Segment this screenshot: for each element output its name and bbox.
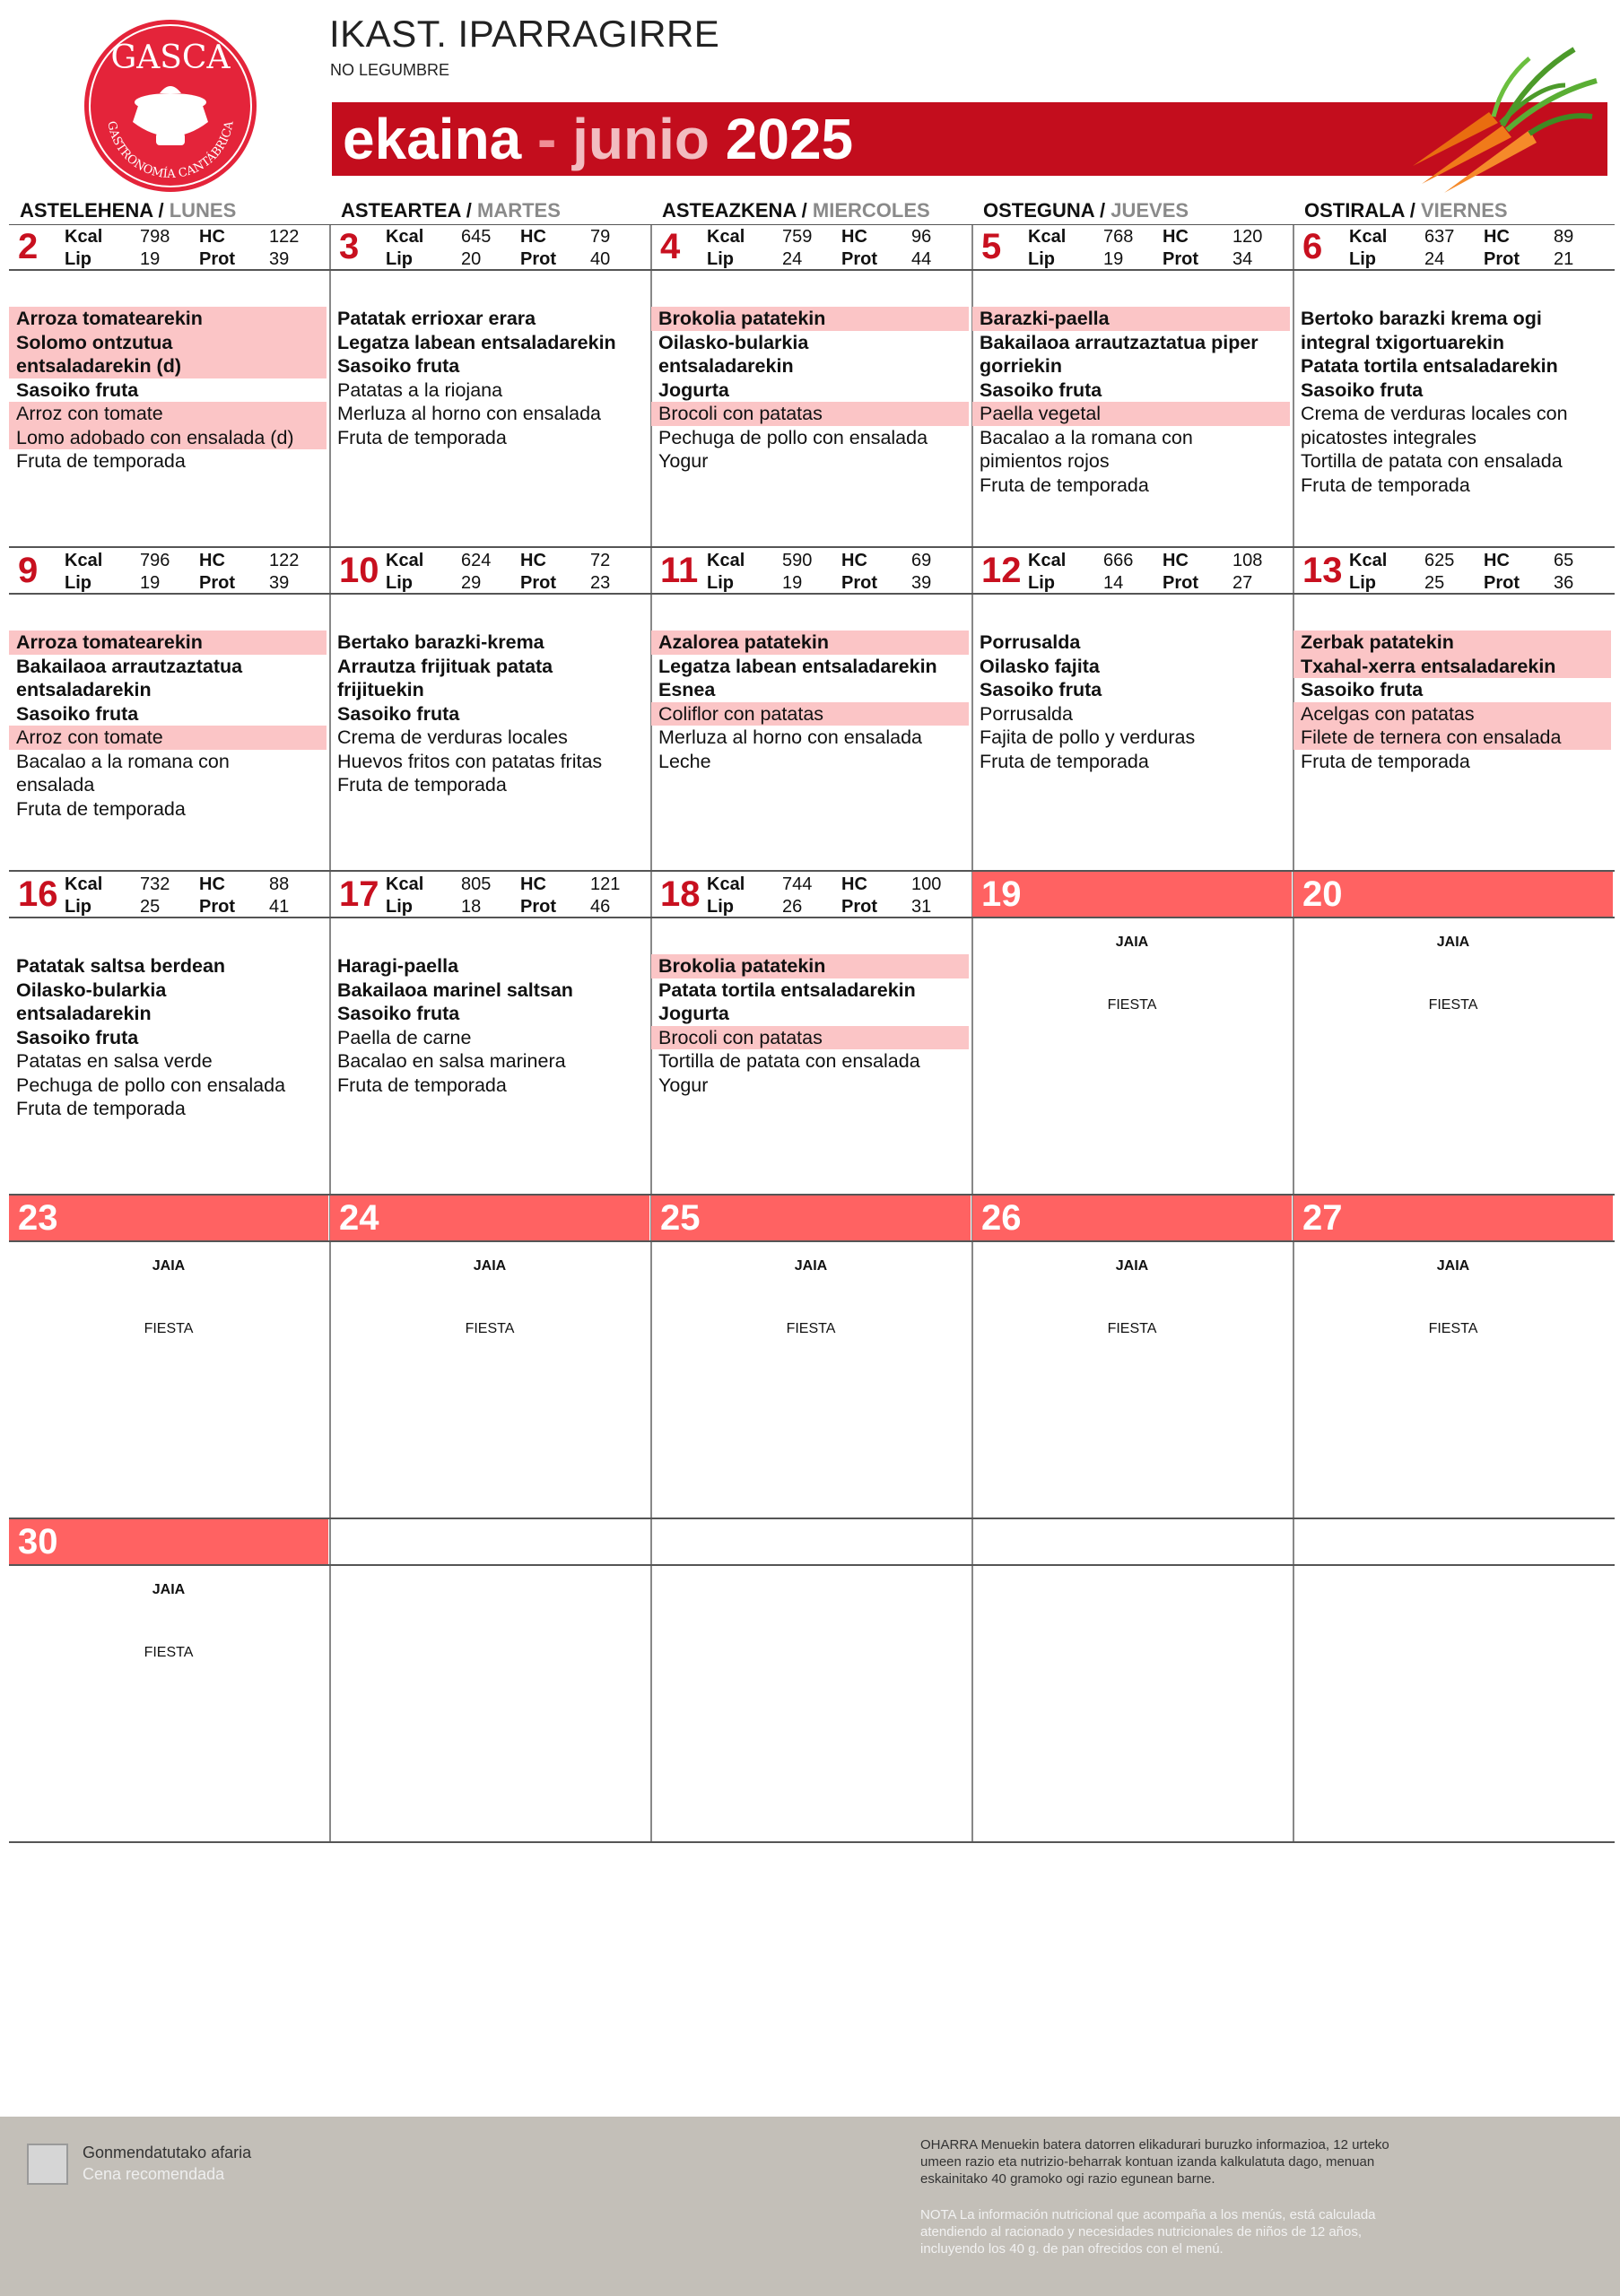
kcal-value: 796 xyxy=(140,551,170,570)
hc-label: HC xyxy=(841,551,867,570)
lip-label: Lip xyxy=(1028,249,1055,269)
prot-label: Prot xyxy=(520,897,556,917)
menu-item: Merluza al horno con ensalada xyxy=(658,726,923,748)
school-title: IKAST. IPARRAGIRRE xyxy=(329,13,720,55)
holiday-eu: JAIA xyxy=(473,1258,507,1274)
menu-item: Oilasko-bularkia xyxy=(16,978,167,1001)
header-underline xyxy=(9,917,1615,918)
holiday-eu: JAIA xyxy=(794,1258,828,1274)
menu-item: Sasoiko fruta xyxy=(1301,378,1424,401)
day-header xyxy=(9,224,328,269)
day-number: 6 xyxy=(1302,227,1323,266)
kcal-value: 805 xyxy=(461,874,492,894)
menu-item: Sasoiko fruta xyxy=(16,702,139,725)
hc-value: 89 xyxy=(1554,227,1574,247)
hc-value: 108 xyxy=(1232,551,1263,570)
holiday-day-header xyxy=(9,1519,328,1564)
weekday-wednesday: ASTEAZKENA / MIERCOLES xyxy=(662,199,930,222)
menu-item: Brocoli con patatas xyxy=(651,1026,969,1050)
menu-item: Lomo adobado con ensalada (d) xyxy=(9,426,327,450)
menu-type: NO LEGUMBRE xyxy=(330,61,450,79)
hc-label: HC xyxy=(1484,227,1510,247)
holiday-label xyxy=(1293,1258,1613,1337)
menu-item: Merluza al horno con ensalada xyxy=(337,403,602,424)
menu-list xyxy=(651,307,969,474)
prot-value: 27 xyxy=(1232,573,1253,593)
kcal-label: Kcal xyxy=(1028,551,1067,570)
menu-item: Arroz con tomate xyxy=(9,402,327,426)
holiday-es: FIESTA xyxy=(1107,997,1157,1013)
menu-item: Patata tortila entsaladarekin xyxy=(658,978,916,1001)
kcal-label: Kcal xyxy=(1349,551,1388,570)
legend-swatch xyxy=(27,2144,68,2185)
weekday-monday: ASTELEHENA / LUNES xyxy=(20,199,237,222)
lip-value: 19 xyxy=(782,573,803,593)
prot-value: 44 xyxy=(911,249,932,269)
menu-item: Bertoko barazki krema ogi xyxy=(1301,308,1542,329)
prot-value: 23 xyxy=(590,573,611,593)
kcal-value: 768 xyxy=(1103,227,1134,247)
day-number: 9 xyxy=(18,551,39,590)
month-title xyxy=(343,107,853,171)
kcal-value: 590 xyxy=(782,551,813,570)
menu-item: Bakailaoa arrautzaztatua xyxy=(16,655,243,677)
menu-item: Fruta de temporada xyxy=(16,450,186,472)
holiday-es: FIESTA xyxy=(1107,1321,1157,1336)
day-header xyxy=(972,548,1292,593)
prot-value: 39 xyxy=(269,573,290,593)
kcal-value: 666 xyxy=(1103,551,1134,570)
prot-label: Prot xyxy=(199,573,235,593)
menu-item: Porrusalda xyxy=(980,702,1073,725)
menu-item: Haragi-paella xyxy=(337,955,459,977)
day-number: 23 xyxy=(18,1198,58,1238)
menu-item: Patatak errioxar erara xyxy=(337,308,536,329)
prot-label: Prot xyxy=(1163,249,1198,269)
kcal-value: 732 xyxy=(140,874,170,894)
holiday-eu: JAIA xyxy=(1115,935,1149,950)
logo-text-top: GASCA xyxy=(110,39,231,76)
hc-value: 122 xyxy=(269,551,300,570)
lip-label: Lip xyxy=(65,573,91,593)
menu-list xyxy=(330,307,648,449)
day-number: 25 xyxy=(660,1198,701,1238)
day-number: 30 xyxy=(18,1522,58,1561)
menu-item: Coliflor con patatas xyxy=(651,702,969,726)
prot-value: 34 xyxy=(1232,249,1253,269)
day-header xyxy=(651,224,971,269)
menu-item: Jogurta xyxy=(658,1003,729,1024)
day-header xyxy=(972,224,1292,269)
menu-item: frijituekin xyxy=(337,679,424,700)
kcal-value: 645 xyxy=(461,227,492,247)
holiday-day-header xyxy=(330,1196,649,1240)
menu-item: Fruta de temporada xyxy=(980,750,1149,772)
menu-item: Fruta de temporada xyxy=(337,1074,507,1096)
day-number: 20 xyxy=(1302,874,1343,914)
menu-item: Pechuga de pollo con ensalada xyxy=(658,426,928,448)
holiday-eu: JAIA xyxy=(1436,935,1470,950)
menu-item: Sasoiko fruta xyxy=(980,378,1102,401)
day-header xyxy=(1293,548,1613,593)
holiday-day-header xyxy=(972,872,1292,917)
day-number: 12 xyxy=(981,551,1022,590)
prot-label: Prot xyxy=(520,573,556,593)
menu-item: Sasoiko fruta xyxy=(337,702,460,725)
menu-item: Bacalao a la romana con xyxy=(980,426,1193,448)
lip-value: 19 xyxy=(140,573,161,593)
menu-item: Sasoiko fruta xyxy=(980,679,1102,700)
menu-item: Bakailaoa arrautzaztatua piper xyxy=(980,331,1259,353)
holiday-es: FIESTA xyxy=(465,1321,515,1336)
menu-list xyxy=(330,954,648,1097)
day-number: 11 xyxy=(660,551,699,590)
menu-list xyxy=(9,954,327,1121)
menu-item: Azalorea patatekin xyxy=(651,631,969,655)
lip-label: Lip xyxy=(707,573,734,593)
hc-label: HC xyxy=(841,874,867,894)
nutrition-note-es: NOTA La información nutricional que acompaña a los menús, está calculada atendiendo al racionado y necesidades nutricionales de niños de 12 años, incluyendo los 40 g. de pan ofrecidos con el menú. xyxy=(920,2207,1376,2257)
day-number: 26 xyxy=(981,1198,1022,1238)
month-year: 2025 xyxy=(725,107,854,171)
hc-label: HC xyxy=(199,551,225,570)
prot-value: 39 xyxy=(269,249,290,269)
holiday-eu: JAIA xyxy=(152,1258,186,1274)
hc-value: 69 xyxy=(911,551,932,570)
hc-value: 79 xyxy=(590,227,611,247)
menu-item: Acelgas con patatas xyxy=(1293,702,1611,726)
menu-item: Brokolia patatekin xyxy=(651,307,969,331)
hc-value: 100 xyxy=(911,874,942,894)
day-number: 18 xyxy=(660,874,701,914)
menu-item: Fajita de pollo y verduras xyxy=(980,726,1196,748)
menu-item: entsaladarekin xyxy=(658,355,794,377)
hc-label: HC xyxy=(1484,551,1510,570)
prot-label: Prot xyxy=(1163,573,1198,593)
menu-item: Tortilla de patata con ensalada xyxy=(1301,450,1563,472)
holiday-es: FIESTA xyxy=(786,1321,836,1336)
prot-value: 36 xyxy=(1554,573,1574,593)
month-es: junio xyxy=(572,107,710,171)
menu-item: Yogur xyxy=(658,450,709,472)
footer xyxy=(0,2117,1620,2296)
menu-item: Patatas a la riojana xyxy=(337,378,503,401)
hc-value: 65 xyxy=(1554,551,1574,570)
holiday-day-header xyxy=(651,1196,971,1240)
day-number: 3 xyxy=(339,227,360,266)
hc-label: HC xyxy=(841,227,867,247)
kcal-label: Kcal xyxy=(386,227,424,247)
menu-item: Sasoiko fruta xyxy=(16,378,139,401)
menu-list xyxy=(972,631,1290,773)
day-header xyxy=(330,548,649,593)
kcal-label: Kcal xyxy=(386,551,424,570)
menu-list xyxy=(972,307,1290,497)
hc-label: HC xyxy=(520,874,546,894)
menu-item: Sasoiko fruta xyxy=(16,1026,139,1048)
kcal-value: 625 xyxy=(1424,551,1455,570)
header-underline xyxy=(9,1564,1615,1566)
menu-list xyxy=(330,631,648,797)
kcal-label: Kcal xyxy=(707,551,745,570)
menu-item: Oilasko-bularkia xyxy=(658,331,809,353)
menu-item: Txahal-xerra entsaladarekin xyxy=(1293,655,1611,679)
menu-item: Brokolia patatekin xyxy=(651,954,969,978)
holiday-day-header xyxy=(972,1196,1292,1240)
lip-label: Lip xyxy=(1349,249,1376,269)
lip-label: Lip xyxy=(65,897,91,917)
menu-item: Arroza tomatearekin xyxy=(9,307,327,331)
day-header xyxy=(1293,224,1613,269)
menu-item: ensalada xyxy=(16,774,95,796)
hc-value: 122 xyxy=(269,227,300,247)
menu-item: Pechuga de pollo con ensalada xyxy=(16,1074,286,1096)
day-header xyxy=(330,872,649,917)
menu-item: entsaladarekin (d) xyxy=(9,354,327,378)
hc-value: 72 xyxy=(590,551,611,570)
menu-item: Yogur xyxy=(658,1074,709,1096)
lip-label: Lip xyxy=(1349,573,1376,593)
day-number: 5 xyxy=(981,227,1002,266)
kcal-value: 744 xyxy=(782,874,813,894)
menu-item: Huevos fritos con patatas fritas xyxy=(337,750,603,772)
kcal-label: Kcal xyxy=(707,227,745,247)
day-number: 4 xyxy=(660,227,681,266)
holiday-eu: JAIA xyxy=(1115,1258,1149,1274)
holiday-eu: JAIA xyxy=(1436,1258,1470,1274)
menu-item: Sasoiko fruta xyxy=(1301,679,1424,700)
holiday-label xyxy=(330,1258,649,1337)
prot-label: Prot xyxy=(841,249,877,269)
menu-item: Arroza tomatearekin xyxy=(9,631,327,655)
month-eu: ekaina xyxy=(343,107,522,171)
lip-label: Lip xyxy=(707,897,734,917)
menu-list xyxy=(651,631,969,773)
holiday-es: FIESTA xyxy=(1428,997,1478,1013)
menu-list xyxy=(651,954,969,1097)
menu-item: Bacalao en salsa marinera xyxy=(337,1050,566,1072)
hc-label: HC xyxy=(199,227,225,247)
kcal-label: Kcal xyxy=(386,874,424,894)
kcal-label: Kcal xyxy=(65,551,103,570)
menu-item: entsaladarekin xyxy=(16,1003,152,1024)
menu-item: Crema de verduras locales xyxy=(337,726,568,748)
menu-item: Porrusalda xyxy=(980,631,1081,653)
menu-item: entsaladarekin xyxy=(16,679,152,700)
kcal-label: Kcal xyxy=(65,874,103,894)
holiday-es: FIESTA xyxy=(144,1645,194,1660)
lip-value: 26 xyxy=(782,897,803,917)
day-number: 24 xyxy=(339,1198,379,1238)
menu-item: Paella de carne xyxy=(337,1026,472,1048)
prot-label: Prot xyxy=(199,897,235,917)
lip-value: 25 xyxy=(1424,573,1445,593)
holiday-label xyxy=(9,1582,328,1661)
day-number: 19 xyxy=(981,874,1022,914)
menu-item: Fruta de temporada xyxy=(337,426,507,448)
menu-item: Paella vegetal xyxy=(972,402,1290,426)
kcal-label: Kcal xyxy=(1349,227,1388,247)
holiday-day-header xyxy=(1293,872,1613,917)
lip-label: Lip xyxy=(1028,573,1055,593)
prot-value: 46 xyxy=(590,897,611,917)
weekday-tuesday: ASTEARTEA / MARTES xyxy=(341,199,561,222)
month-separator: - xyxy=(537,107,557,171)
menu-item: Tortilla de patata con ensalada xyxy=(658,1050,920,1072)
kcal-label: Kcal xyxy=(707,874,745,894)
hc-value: 120 xyxy=(1232,227,1263,247)
day-number: 10 xyxy=(339,551,379,590)
day-header xyxy=(9,548,328,593)
hc-label: HC xyxy=(1163,227,1189,247)
menu-item: integral txigortuarekin xyxy=(1301,331,1504,353)
menu-item: Patatas en salsa verde xyxy=(16,1050,213,1072)
legend-label-eu: Gonmendatutako afaria xyxy=(83,2144,252,2161)
lip-label: Lip xyxy=(65,249,91,269)
lip-value: 14 xyxy=(1103,573,1124,593)
prot-label: Prot xyxy=(1484,573,1520,593)
day-header xyxy=(651,548,971,593)
prot-label: Prot xyxy=(841,573,877,593)
menu-list xyxy=(9,307,327,474)
day-header xyxy=(651,872,971,917)
menu-item: Fruta de temporada xyxy=(337,774,507,796)
day-number: 13 xyxy=(1302,551,1343,590)
hc-value: 88 xyxy=(269,874,290,894)
holiday-day-header xyxy=(1293,1196,1613,1240)
menu-item: Zerbak patatekin xyxy=(1293,631,1611,655)
menu-item: pimientos rojos xyxy=(980,450,1110,472)
menu-item: Barazki-paella xyxy=(972,307,1290,331)
menu-item: Fruta de temporada xyxy=(1301,750,1470,772)
kcal-label: Kcal xyxy=(65,227,103,247)
menu-item: Esnea xyxy=(658,679,716,700)
menu-item: picatostes integrales xyxy=(1301,426,1476,448)
row-divider xyxy=(9,1841,1615,1843)
menu-item: Jogurta xyxy=(658,378,729,401)
menu-item: Legatza labean entsaladarekin xyxy=(658,655,937,677)
holiday-label xyxy=(9,1258,328,1337)
menu-item: Crema de verduras locales con xyxy=(1301,403,1568,424)
lip-value: 19 xyxy=(140,249,161,269)
lip-label: Lip xyxy=(386,897,413,917)
day-number: 27 xyxy=(1302,1198,1343,1238)
menu-item: Bacalao a la romana con xyxy=(16,750,230,772)
menu-item: Brocoli con patatas xyxy=(651,402,969,426)
lip-value: 24 xyxy=(782,249,803,269)
menu-item: Fruta de temporada xyxy=(16,1098,186,1119)
carrots-illustration xyxy=(1395,40,1601,197)
lip-value: 18 xyxy=(461,897,482,917)
menu-item: Fruta de temporada xyxy=(1301,474,1470,496)
prot-value: 31 xyxy=(911,897,932,917)
kcal-value: 759 xyxy=(782,227,813,247)
prot-label: Prot xyxy=(199,249,235,269)
menu-list xyxy=(9,631,327,821)
menu-item: Patata tortila entsaladarekin xyxy=(1301,355,1558,377)
holiday-es: FIESTA xyxy=(1428,1321,1478,1336)
day-header xyxy=(330,224,649,269)
weekday-friday: OSTIRALA / VIERNES xyxy=(1304,199,1508,222)
day-header xyxy=(9,872,328,917)
menu-item: Oilasko fajita xyxy=(980,655,1100,677)
menu-list xyxy=(1293,307,1611,497)
prot-label: Prot xyxy=(520,249,556,269)
hc-label: HC xyxy=(1163,551,1189,570)
lip-value: 24 xyxy=(1424,249,1445,269)
hc-label: HC xyxy=(520,227,546,247)
lip-label: Lip xyxy=(707,249,734,269)
hc-value: 96 xyxy=(911,227,932,247)
menu-item: gorriekin xyxy=(980,355,1062,377)
kcal-value: 798 xyxy=(140,227,170,247)
menu-item: Arrautza frijituak patata xyxy=(337,655,553,677)
menu-item: Fruta de temporada xyxy=(16,797,186,820)
menu-item: Arroz con tomate xyxy=(9,726,327,750)
holiday-label xyxy=(972,1258,1292,1337)
menu-item: Filete de ternera con ensalada xyxy=(1293,726,1611,750)
holiday-day-header xyxy=(9,1196,328,1240)
hc-value: 121 xyxy=(590,874,621,894)
nutrition-note-eu: OHARRA Menuekin batera datorren elikadurari buruzko informazioa, 12 urteko umeen razio eta nutrizio-beharrak kontuan izanda kalkulatuta dago, menuan eskainitako 40 gramoko ogi razio egunean barne. xyxy=(920,2137,1389,2187)
menu-item: Solomo ontzutua xyxy=(9,331,327,355)
menu-item: Bertako barazki-krema xyxy=(337,631,544,653)
day-number: 2 xyxy=(18,227,39,266)
prot-label: Prot xyxy=(1484,249,1520,269)
lip-value: 29 xyxy=(461,573,482,593)
kcal-value: 624 xyxy=(461,551,492,570)
prot-label: Prot xyxy=(841,897,877,917)
menu-item: Sasoiko fruta xyxy=(337,355,460,377)
lip-label: Lip xyxy=(386,249,413,269)
day-number: 16 xyxy=(18,874,58,914)
prot-value: 41 xyxy=(269,897,290,917)
kcal-value: 637 xyxy=(1424,227,1455,247)
menu-item: Legatza labean entsaladarekin xyxy=(337,331,616,353)
lip-value: 20 xyxy=(461,249,482,269)
prot-value: 40 xyxy=(590,249,611,269)
kcal-label: Kcal xyxy=(1028,227,1067,247)
lip-value: 19 xyxy=(1103,249,1124,269)
day-number: 17 xyxy=(339,874,379,914)
prot-value: 39 xyxy=(911,573,932,593)
holiday-eu: JAIA xyxy=(152,1582,186,1597)
weekday-thursday: OSTEGUNA / JUEVES xyxy=(983,199,1189,222)
menu-item: Bakailaoa marinel saltsan xyxy=(337,978,573,1001)
menu-item: Leche xyxy=(658,750,711,772)
holiday-label xyxy=(972,935,1292,1013)
hc-label: HC xyxy=(520,551,546,570)
lip-value: 25 xyxy=(140,897,161,917)
menu-list xyxy=(1293,631,1611,773)
lip-label: Lip xyxy=(386,573,413,593)
menu-item: Sasoiko fruta xyxy=(337,1003,460,1024)
holiday-label xyxy=(651,1258,971,1337)
gasca-logo xyxy=(81,16,260,196)
header-underline xyxy=(9,1240,1615,1242)
weekday-row xyxy=(0,199,1620,226)
prot-value: 21 xyxy=(1554,249,1574,269)
menu-item: Patatak saltsa berdean xyxy=(16,955,226,977)
holiday-es: FIESTA xyxy=(144,1321,194,1336)
menu-item: Fruta de temporada xyxy=(980,474,1149,496)
logo-text-bottom: GASTRONOMÍA CANTÁBRICA xyxy=(104,119,237,182)
hc-label: HC xyxy=(199,874,225,894)
legend-label-es: Cena recomendada xyxy=(83,2165,225,2183)
holiday-label xyxy=(1293,935,1613,1013)
